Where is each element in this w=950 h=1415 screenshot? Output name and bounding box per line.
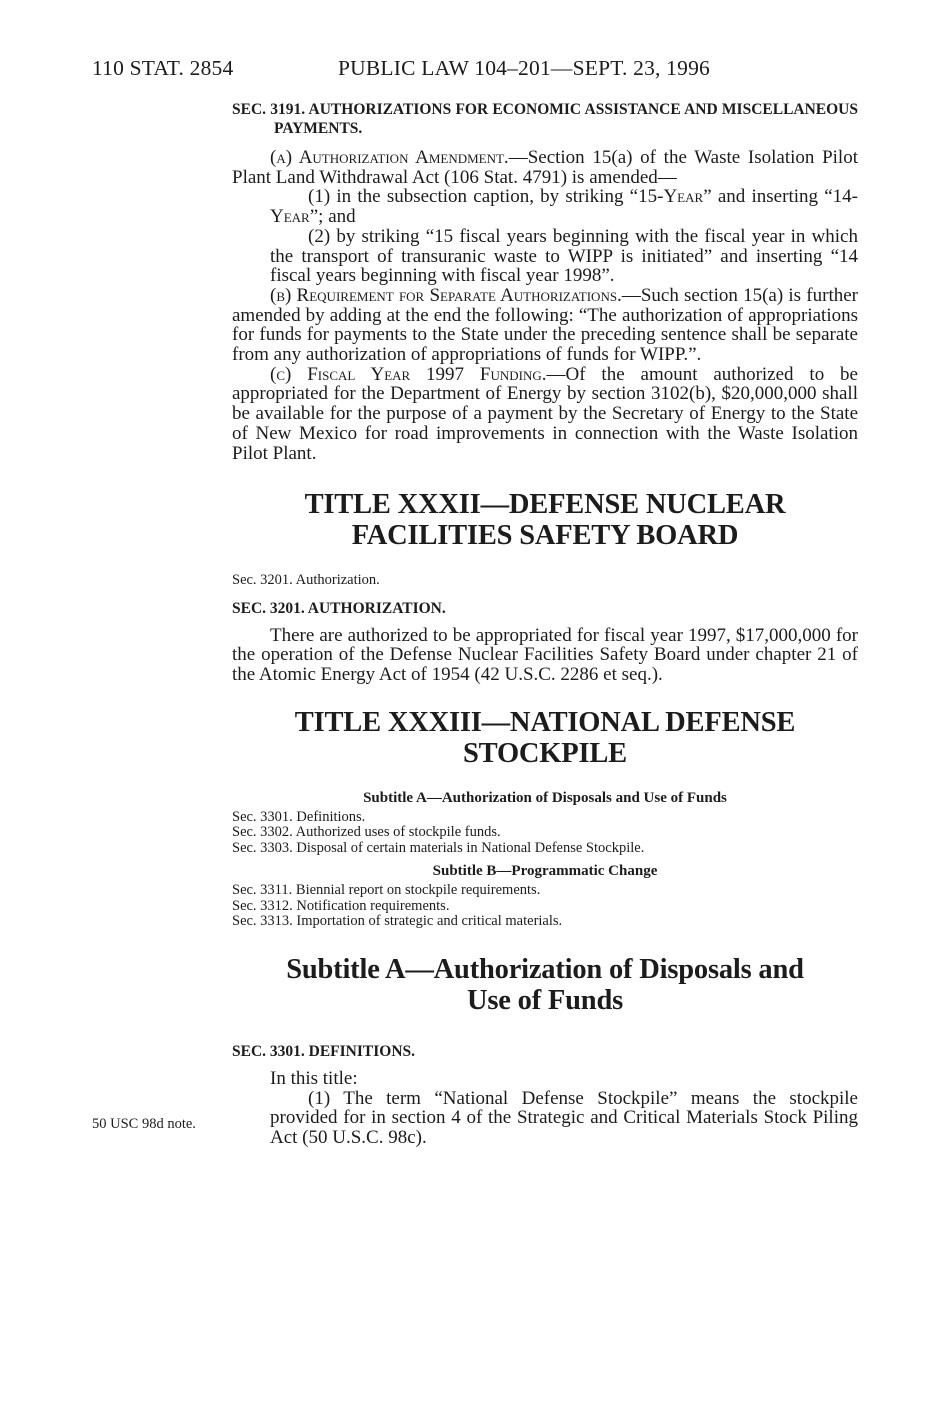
sec-3301-intro: In this title: <box>270 1067 358 1089</box>
toc-item: Sec. 3313. Importation of strategic and critical materials. <box>232 913 563 930</box>
sec-3191-a-text: —Section 15(a) of the Waste Isolation Pilot Plant Land Withdrawal Act (106 Stat. 4791) is amended— <box>232 147 858 188</box>
law-reference: PUBLIC LAW 104–201—SEPT. 23, 1996 <box>338 56 710 80</box>
title-33-line2: STOCKPILE <box>463 737 627 769</box>
sec-3191-a1-post: ”; and <box>309 206 356 228</box>
sec-3201-heading: SEC. 3201. AUTHORIZATION. <box>232 599 446 617</box>
sec-3191-a1-sc2: Year <box>270 206 310 228</box>
sec-3301-para-1: (1) The term “National Defense Stockpile” means the stockpile provided for in section 4 of the Strategic and Critical Materials Stock Piling Act (50 U.S.C. 98c). <box>270 1087 858 1148</box>
toc-subtitle-a: Subtitle A—Authorization of Disposals and Use of Funds <box>363 789 727 806</box>
title-33-heading <box>232 707 858 769</box>
sec-3191-c-caption: (c) Fiscal Year 1997 Funding. <box>270 363 547 385</box>
sec-3191-b-text: —Such section 15(a) is further amended by adding at the end the following: “The authorization of appropriations for funds for payments to the State under the preceding sentence shall be separate from any authorization of appropriations of funds for WIPP.”. <box>232 284 858 366</box>
subtitle-a-line2: Use of Funds <box>467 984 623 1016</box>
sec-3191-b-caption: (b) Requirement for Separate Authorizations. <box>270 284 622 306</box>
sec-3191-heading: SEC. 3191. AUTHORIZATIONS FOR ECONOMIC ASSISTANCE AND MISCELLANEOUS PAYMENTS. <box>232 101 858 137</box>
subtitle-a-line1: Subtitle A—Authorization of Disposals and <box>286 953 804 985</box>
subtitle-a-heading <box>232 954 858 1016</box>
title-32-line2: FACILITIES SAFETY BOARD <box>351 520 739 552</box>
toc-item: Sec. 3311. Biennial report on stockpile requirements. <box>232 882 541 899</box>
margin-note-usc: 50 USC 98d note. <box>92 1116 196 1132</box>
sec-3191-c-text: —Of the amount authorized to be appropriated for the Department of Energy by section 3102(b), $20,000,000 shall be available for the purpose of a payment by the Secretary of Energy to the State of New Mexico for road improvements in connection with the Waste Isolation Pilot Plant. <box>232 363 858 464</box>
title-32-toc-item: Sec. 3201. Authorization. <box>232 572 380 589</box>
sec-3191-a-caption: (a) Authorization Amendment. <box>270 147 509 168</box>
sec-3301-heading: SEC. 3301. DEFINITIONS. <box>232 1042 416 1060</box>
sec-3191-b <box>232 286 858 365</box>
sec-3201-text: There are authorized to be appropriated for fiscal year 1997, $17,000,000 for the operation of the Defense Nuclear Facilities Safety Board under chapter 21 of the Atomic Energy Act of 1954 (42 U.S.C. 2286 et seq.). <box>232 624 858 686</box>
sec-3191-c <box>232 365 858 464</box>
toc-subtitle-a-list <box>232 810 858 857</box>
sec-3191-a1-mid: ” and inserting “14- <box>703 186 858 208</box>
toc-item: Sec. 3312. Notification requirements. <box>232 897 450 914</box>
toc-subtitle-b: Subtitle B—Programmatic Change <box>432 863 658 880</box>
sec-3191-a1-pre: (1) in the subsection caption, by striking “15- <box>308 186 664 208</box>
title-32-heading <box>232 489 858 551</box>
document-body <box>232 100 858 1148</box>
toc-subtitle-b-list <box>232 883 858 930</box>
toc-item: Sec. 3303. Disposal of certain materials in National Defense Stockpile. <box>232 839 645 856</box>
title-32-line1: TITLE XXXII—DEFENSE NUCLEAR <box>304 489 786 521</box>
toc-item: Sec. 3301. Definitions. <box>232 808 366 825</box>
sec-3191-a1 <box>232 187 858 226</box>
sec-3191-a2: (2) by striking “15 fiscal years beginning with the fiscal year in which the transport of transuranic waste to WIPP is initiated” and inserting “14 fiscal years beginning with fiscal year 1998”. <box>270 225 858 287</box>
sec-3191-a <box>232 148 858 187</box>
toc-item: Sec. 3302. Authorized uses of stockpile funds. <box>232 824 501 841</box>
title-33-line1: TITLE XXXIII—NATIONAL DEFENSE <box>294 706 796 738</box>
stat-reference: 110 STAT. 2854 <box>92 56 234 80</box>
sec-3191-a1-sc1: Year <box>663 186 704 208</box>
